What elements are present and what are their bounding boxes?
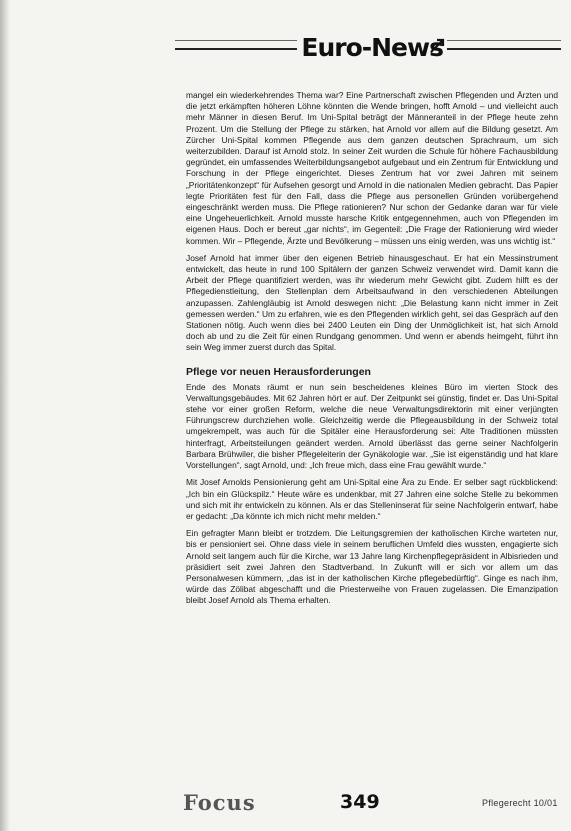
paragraph: mangel ein wiederkehrendes Thema war? Eine Partnerschaft zwischen Pflegenden und Ärzten und die jetzt erkämpften höheren Löhne könnten die Wende bringen, hofft Arnold – und vielleicht auch mehr Männer in diesen Beruf. Im Uni-Spital beträgt der Männeranteil in der Pflege heute zehn Prozent. Um die Stellung der Pflege zu stärken, hat Arnold vor allem auf die Bildung gesetzt. Am Zürcher Uni-Spital kommen Pflegende aus dem ganzen deutschen Sprachraum, um sich weiterzubilden. Darauf ist Arnold stolz. In seiner Zeit wurden die Schule für höhere Fachausbildung gegründet, ein umfassendes Weiterbildungsangebot aufgebaut und ein Zentrum für Entwicklung und Forschung in der Pflege eingerichtet. Dieses Zentrum hat vor zwei Jahren mit seinem „Prioritätenkonzept“ für Aufsehen gesorgt und Arnold in die nationalen Medien gebracht. Das Papier legte Prioritäten fest für den Fall, dass die Pflege aus personellen Gründen vorübergehend eingeschränkt werden muss. Die Pflege rationieren? Nur schon der Gedanke daran war für viele eine Ungeheuerlichkeit. Arnold musste harsche Kritik entgegennehmen, auch von Pflegenden im eigenen Haus. Doch er bereut „gar nichts“, im Gegenteil: „Die Frage der Rationierung wird wieder kommen. Wir – Pflegende, Ärzte und Bevölkerung – müssen uns einig werden, was uns wichtig ist.“ — [186, 90, 558, 246]
paragraph: Ende des Monats räumt er nun sein bescheidenes kleines Büro im vierten Stock des Verwaltungsgebäudes. Mit 62 Jahren hört er auf. Der Zeitpunkt sei günstig, findet er. Das Uni-Spital stehe vor einer großen Reform, welche die neue Verwaltungsdirektorin mit einer verjüngten Führungscrew durchziehen wolle. Gleichzeitig werde die Pflegeausbildung in der Schweiz total umgekrempelt, was auch für die Spitäler eine Herausforderung sei: Alte Traditionen müssten hinterfragt, Arbeitsteilungen geändert werden. Arnold überlässt das gerne seiner Nachfolgerin Barbara Brühwiler, die bisher Pflegeleiterin der Gynäkologie war. „Sie ist eigenständig und hat klare Vorstellungen“, sagt Arnold, und: „Ich freue mich, dass eine Frau gewählt wurde.“ — [186, 381, 558, 471]
page-footer — [0, 790, 571, 831]
section-heading: Pflege vor neuen Herausforderungen — [186, 365, 371, 378]
page-header — [0, 0, 571, 70]
paragraph: Josef Arnold hat immer über den eigenen Betrieb hinausgeschaut. Er hat ein Messinstrument entwickelt, das heute in rund 100 Spitälern der ganzen Schweiz verwendet wird. Damit kann die Arbeit der Pflege quantifiziert werden, was ihr wiederum mehr Gewicht gibt. Zudem hilft es der Pflegedienstleitung, den Stellenplan dem Arbeitsaufwand in den verschiedenen Abteilungen anzupassen. Zahlengläubig ist Arnold deswegen nicht: „Die Belastung kann nicht immer in Zeit gemessen werden.“ Um zu erfahren, wie es den Pflegenden wirklich geht, sei das Gespräch auf den Stationen nötig. Auch wenn dies bei 2400 Leuten ein Ding der Unmöglichkeit ist, hat sich Arnold doch ab und zu die Zeit für einen Rundgang genommen. Und wenn er abends heimgeht, führt ihn sein Weg immer zuerst durch das Spital. — [186, 252, 558, 353]
paragraph: Ein gefragter Mann bleibt er trotzdem. Die Leitungsgremien der katholischen Kirche warteten nur, bis er pensioniert sei. Ohne dass viele in seinem beruflichen Umfeld dies wussten, engagierte sich Arnold seit langem auch für die Kirche, war 13 Jahre lang Kirchenpflegepräsident in Albisrieden und präsidiert seit zwei Jahren den Stadtverband. In Zukunft will er sich vor allem um das Personalwesen kümmern, „das ist in der katholischen Kirche pflegebedürftig“. Ginge es nach ihm, würde das Zölibat abgeschafft und die Priesterweihe von Frauen zugelassen. Die Emanzipation bleibt Josef Arnold als Thema erhalten. — [186, 528, 558, 606]
brand-arrow-icon — [429, 36, 451, 58]
page-number: 349 — [340, 791, 380, 813]
footer-logo: Focus — [183, 790, 256, 815]
paragraph: Mit Josef Arnolds Pensionierung geht am Uni-Spital eine Ära zu Ende. Er selber sagt rückblickend: „Ich bin ein Glückspilz.“ Heute wäre es undenkbar, mit 27 Jahren eine solche Stelle zu bekommen und sich mit ihr entwickeln zu können. Als er das Stelleninserat für seine Nachfolgerin entwarf, habe er gedacht: „Da könnte ich mich nicht mehr melden.“ — [186, 477, 558, 521]
brand-title: Euro-News — [297, 33, 447, 63]
article-body — [186, 90, 558, 613]
issue-label: Pflegerecht 10/01 — [482, 798, 558, 808]
scan-edge — [0, 0, 10, 831]
